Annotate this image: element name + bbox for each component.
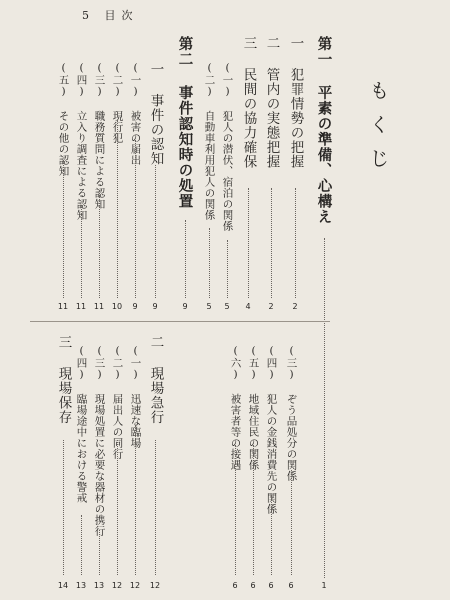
toc-page: 14 — [57, 581, 69, 590]
chapter-1-page: 1 — [321, 581, 327, 590]
toc-page: 4 — [245, 302, 251, 311]
leader-dots — [271, 188, 272, 298]
toc-sub-entry: (一) 被害の届出 — [129, 62, 142, 166]
leader-dots — [227, 240, 228, 298]
leader-dots — [135, 140, 136, 298]
leader-dots — [63, 440, 64, 575]
chapter-2-heading: 第二 事件認知時の処置 — [176, 36, 194, 209]
toc-entry: 一 犯罪情勢の把握 — [287, 36, 304, 169]
toc-sub-entry: (四) 臨場途中における警戒 — [75, 345, 88, 504]
toc-sub-entry: (一) 犯人の潜伏、宿泊の関係 — [221, 62, 234, 232]
toc-page: 12 — [129, 581, 141, 590]
toc-sub-entry: (二) 自動車利用犯人の関係 — [203, 62, 216, 221]
leader-dots — [324, 238, 325, 578]
leader-dots — [99, 190, 100, 298]
leader-dots — [253, 445, 254, 575]
toc-page: 12 — [149, 581, 161, 590]
leader-dots — [155, 440, 156, 575]
leader-dots — [117, 440, 118, 575]
toc-sub-entry: (三) 職務質問による認知 — [93, 62, 106, 210]
toc-page: 6 — [232, 581, 238, 590]
chapter-2-page: 9 — [182, 302, 188, 311]
toc-page: 6 — [268, 581, 274, 590]
toc-entry: 二 現場急行 — [147, 335, 164, 425]
toc-sub-entry: (五) 地域住民の関係 — [247, 345, 260, 471]
toc-page: 11 — [75, 302, 87, 311]
leader-dots — [81, 205, 82, 298]
toc-page: 5 — [206, 302, 212, 311]
toc-sub-entry: (五) その他の認知 — [57, 62, 70, 177]
toc-page: 11 — [93, 302, 105, 311]
leader-dots — [248, 188, 249, 298]
leader-dots — [271, 495, 272, 575]
toc-page: 13 — [93, 581, 105, 590]
leader-dots — [135, 425, 136, 575]
leader-dots — [117, 120, 118, 298]
toc-page: 2 — [268, 302, 274, 311]
leader-dots — [291, 470, 292, 575]
toc-page: 12 — [111, 581, 123, 590]
leader-dots — [155, 165, 156, 298]
toc-page: 6 — [250, 581, 256, 590]
toc-page: 2 — [292, 302, 298, 311]
leader-dots — [63, 160, 64, 298]
leader-dots — [99, 530, 100, 575]
toc-sub-entry: (六) 被害者等の接遇 — [229, 345, 242, 471]
leader-dots — [209, 228, 210, 298]
toc-entry: 二 管内の実態把握 — [263, 36, 280, 169]
toc-page: 10 — [111, 302, 123, 311]
toc-page: 9 — [152, 302, 158, 311]
header-label: 目次 — [104, 9, 139, 22]
toc-sub-entry: (二) 届出人の同行 — [111, 345, 124, 460]
toc-sub-entry: (四) 犯人の金銭消費先の関係 — [265, 345, 278, 515]
toc-sub-entry: (三) ぞう品処分の関係 — [285, 345, 298, 482]
toc-sub-entry: (二) 現行犯 — [111, 62, 124, 144]
toc-sub-entry: (三) 現場処置に必要な器材の携行 — [93, 345, 106, 537]
page-header — [82, 10, 139, 21]
page-title: もくじ — [366, 80, 390, 182]
toc-page: 9 — [132, 302, 138, 311]
toc-entry: 三 現場保存 — [55, 335, 72, 425]
toc-sub-entry: (四) 立入り調査による認知 — [75, 62, 88, 221]
leader-dots — [185, 220, 186, 298]
section-divider — [30, 321, 330, 322]
toc-entry: 三 民間の協力確保 — [240, 36, 257, 169]
toc-sub-entry: (一) 迅速な臨場 — [129, 345, 142, 449]
toc-page: 11 — [57, 302, 69, 311]
leader-dots — [81, 515, 82, 575]
toc-page: 13 — [75, 581, 87, 590]
chapter-1-heading: 第一 平素の準備、心構え — [315, 36, 333, 225]
toc-page: 5 — [224, 302, 230, 311]
header-page-number: 5 — [82, 9, 95, 22]
leader-dots — [235, 445, 236, 575]
toc-page: 6 — [288, 581, 294, 590]
toc-entry: 一 事件の認知 — [147, 62, 164, 166]
leader-dots — [295, 188, 296, 298]
